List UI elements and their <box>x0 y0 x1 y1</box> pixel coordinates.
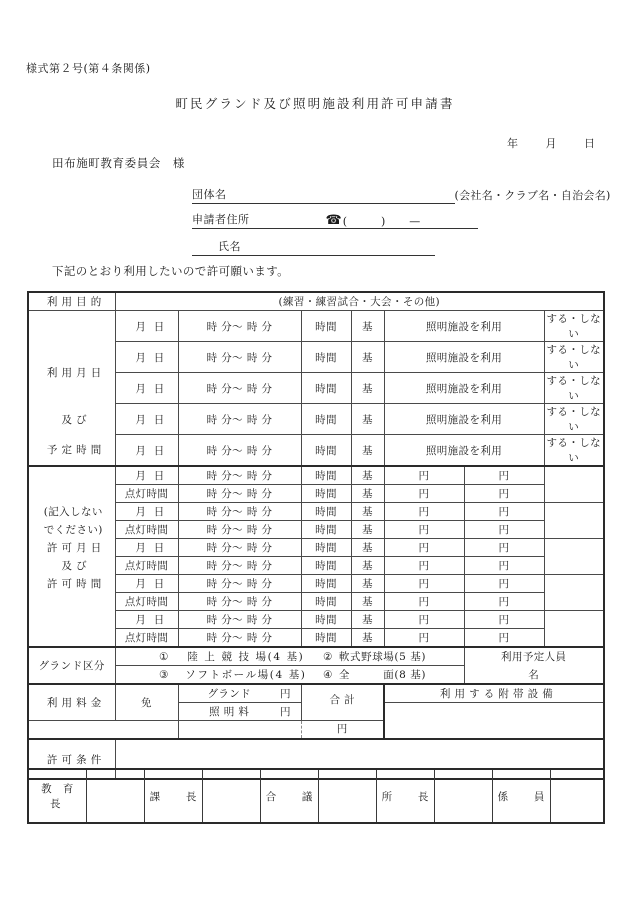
permit-extra-2[interactable] <box>544 503 604 539</box>
permit-note-blank-1 <box>28 466 115 485</box>
use-month-day-4[interactable]: 月 日 <box>115 404 178 435</box>
permit-label-blank-1 <box>28 593 115 611</box>
permit-time-2[interactable]: 時 分～ 時 分 <box>178 503 301 521</box>
use-unit-5[interactable]: 基 <box>351 435 384 467</box>
permit-duration-4[interactable]: 時間 <box>301 575 351 593</box>
purpose-label: 利 用 目 的 <box>28 292 115 311</box>
use-lighting-choice-2[interactable]: する・しない <box>544 342 604 373</box>
form-number: 様式第２号(第４条関係) <box>26 62 151 75</box>
fee-ground-row[interactable] <box>178 684 301 703</box>
ground-option-row-2[interactable] <box>115 666 464 685</box>
permit-time-3[interactable]: 時 分～ 時 分 <box>178 539 301 557</box>
permit-lamp-label-4[interactable]: 点灯時間 <box>115 593 178 611</box>
use-duration-3[interactable]: 時間 <box>301 373 351 404</box>
fee-spacer-left <box>28 721 178 740</box>
ground-option-2-num: ② <box>322 650 333 663</box>
table-row <box>28 593 604 611</box>
permit-duration-1[interactable]: 時間 <box>301 466 351 485</box>
applicant-name-label: 氏名 <box>218 238 241 256</box>
permit-lamp-duration-1[interactable]: 時間 <box>301 485 351 503</box>
permit-month-day-1[interactable]: 月 日 <box>115 466 178 485</box>
table-row <box>28 311 604 342</box>
fee-lighting-yen: 円 <box>280 706 291 718</box>
permit-note-line-2: でください) <box>28 521 115 539</box>
use-date-label-and: 及 び <box>28 404 115 435</box>
use-lighting-5[interactable]: 照明施設を利用 <box>384 435 544 467</box>
permit-lamp-fee-b-4[interactable]: 円 <box>464 593 544 611</box>
permit-lamp-unit-5[interactable]: 基 <box>351 629 384 648</box>
group-name-label: 団体名 <box>192 186 227 204</box>
ground-option-3-num: ③ <box>158 668 169 681</box>
permit-lamp-fee-a-4[interactable]: 円 <box>384 593 464 611</box>
permit-fee-b-5[interactable]: 円 <box>464 611 544 629</box>
approval-stamp-shocho[interactable] <box>434 769 492 823</box>
permit-note-line-1: (記入しない <box>28 503 115 521</box>
applicant-name-row <box>192 238 435 256</box>
permit-fee-b-1[interactable]: 円 <box>464 466 544 485</box>
fee-total-label: 合 計 <box>301 684 384 721</box>
permit-lamp-unit-4[interactable]: 基 <box>351 593 384 611</box>
date-month-label: 月 <box>545 137 558 150</box>
page-title: 町民グランド及び照明施設利用許可申請書 <box>175 96 455 111</box>
use-month-day-5[interactable]: 月 日 <box>115 435 178 467</box>
permit-lamp-time-2[interactable]: 時 分～ 時 分 <box>178 521 301 539</box>
table-row-purpose <box>28 292 604 311</box>
purpose-options[interactable]: (練習・練習試合・大会・その他) <box>115 292 604 311</box>
permit-lamp-unit-1[interactable]: 基 <box>351 485 384 503</box>
permit-unit-4[interactable]: 基 <box>351 575 384 593</box>
table-row <box>28 629 604 648</box>
group-name-row <box>192 186 611 204</box>
ground-option-1-bases: (4 基) <box>267 650 305 663</box>
approval-label-kakariin: 係 員 <box>492 769 550 823</box>
permit-duration-3[interactable]: 時間 <box>301 539 351 557</box>
fee-ground-label: グランド <box>207 688 252 700</box>
permit-lamp-fee-b-2[interactable]: 円 <box>464 521 544 539</box>
fee-lighting-row[interactable] <box>178 703 301 721</box>
applicant-address-input[interactable] <box>250 215 326 229</box>
permit-time-4[interactable]: 時 分～ 時 分 <box>178 575 301 593</box>
table-row <box>28 521 604 539</box>
use-unit-3[interactable]: 基 <box>351 373 384 404</box>
table-row <box>28 404 604 435</box>
permit-fee-a-3[interactable]: 円 <box>384 539 464 557</box>
use-month-day-1[interactable]: 月 日 <box>115 311 178 342</box>
permit-lamp-fee-a-3[interactable]: 円 <box>384 557 464 575</box>
permit-extra-5[interactable] <box>544 611 604 648</box>
permit-lamp-fee-a-1[interactable]: 円 <box>384 485 464 503</box>
permit-fee-a-1[interactable]: 円 <box>384 466 464 485</box>
ground-option-3-bases: (4 基) <box>269 668 307 681</box>
ground-option-1-num: ① <box>158 650 169 663</box>
table-row <box>28 435 604 467</box>
date-day-label: 日 <box>584 137 596 150</box>
approval-label-gougi: 合 議 <box>260 769 318 823</box>
ground-option-4-bases: (8 基) <box>394 668 427 681</box>
approval-stamp-kacho[interactable] <box>202 769 260 823</box>
permit-lamp-label-3[interactable]: 点灯時間 <box>115 557 178 575</box>
use-duration-2[interactable]: 時間 <box>301 342 351 373</box>
conditions-label: 許 可 条 件 <box>28 739 115 779</box>
table-row <box>28 557 604 575</box>
fee-total-yen[interactable]: 円 <box>301 721 384 740</box>
ground-option-row-1[interactable] <box>115 647 464 666</box>
ground-option-3-name: ソフトボール場 <box>185 668 270 681</box>
tel-area-input[interactable] <box>347 215 381 229</box>
tel-dash: — <box>409 215 421 228</box>
table-row <box>28 539 604 557</box>
use-lighting-3[interactable]: 照明施設を利用 <box>384 373 544 404</box>
permit-lamp-fee-b-1[interactable]: 円 <box>464 485 544 503</box>
use-lighting-choice-5[interactable]: する・しない <box>544 435 604 467</box>
fee-label: 利 用 料 金 <box>28 684 115 721</box>
table-row <box>28 485 604 503</box>
permit-lamp-fee-b-3[interactable]: 円 <box>464 557 544 575</box>
use-time-5[interactable]: 時 分～ 時 分 <box>178 435 301 467</box>
tel-gap-1 <box>385 215 409 229</box>
ground-option-2-name: 軟式野球場 <box>338 650 395 663</box>
applicant-address-label: 申請者住所 <box>192 211 250 229</box>
permit-label-line-2: 及 び <box>28 557 115 575</box>
table-row-ground-2 <box>28 666 604 685</box>
table-row <box>28 503 604 521</box>
permit-lamp-time-3[interactable]: 時 分～ 時 分 <box>178 557 301 575</box>
people-count-input[interactable]: 名 <box>464 666 604 685</box>
table-row-ground <box>28 647 604 666</box>
approval-label-kyoikucho: 教 育 長 <box>28 769 86 823</box>
permit-month-day-4[interactable]: 月 日 <box>115 575 178 593</box>
permit-lamp-time-5[interactable]: 時 分～ 時 分 <box>178 629 301 648</box>
table-row <box>28 342 604 373</box>
ground-option-4-name: 全 面 <box>338 668 395 681</box>
use-time-4[interactable]: 時 分～ 時 分 <box>178 404 301 435</box>
group-name-note: (会社名・クラブ名・自治会名) <box>454 189 611 202</box>
use-lighting-choice-3[interactable]: する・しない <box>544 373 604 404</box>
date-year-label: 年 <box>507 137 519 150</box>
permit-lamp-fee-b-5[interactable]: 円 <box>464 629 544 648</box>
permit-lamp-unit-3[interactable]: 基 <box>351 557 384 575</box>
tel-close-paren: ) <box>381 215 386 228</box>
people-count-label: 利用予定人員 <box>464 647 604 666</box>
use-date-label: 利 用 月 日 <box>28 342 115 404</box>
permit-fee-a-5[interactable]: 円 <box>384 611 464 629</box>
ground-option-1-name: 陸 上 競 技 場 <box>187 650 268 663</box>
use-duration-4[interactable]: 時間 <box>301 404 351 435</box>
approval-stamp-gougi[interactable] <box>318 769 376 823</box>
use-time-1[interactable]: 時 分～ 時 分 <box>178 311 301 342</box>
ground-option-4-num: ④ <box>322 668 333 681</box>
permit-time-1[interactable]: 時 分～ 時 分 <box>178 466 301 485</box>
permit-duration-2[interactable]: 時間 <box>301 503 351 521</box>
fee-lighting-label: 照 明 料 <box>209 706 250 718</box>
use-duration-5[interactable]: 時間 <box>301 435 351 467</box>
permit-lamp-fee-a-5[interactable]: 円 <box>384 629 464 648</box>
request-statement: 下記のとおり利用したいので許可願います。 <box>52 264 290 278</box>
permit-label-line-3: 許 可 時 間 <box>28 575 115 593</box>
permit-month-day-3[interactable]: 月 日 <box>115 539 178 557</box>
permit-unit-2[interactable]: 基 <box>351 503 384 521</box>
use-unit-2[interactable]: 基 <box>351 342 384 373</box>
approval-stamp-kakariin[interactable] <box>550 769 604 823</box>
use-time-3[interactable]: 時 分～ 時 分 <box>178 373 301 404</box>
approval-stamp-kyoikucho[interactable] <box>86 769 144 823</box>
approval-label-shocho: 所 長 <box>376 769 434 823</box>
tel-open-paren: ( <box>342 215 347 228</box>
use-date-label-blank <box>28 311 115 342</box>
use-lighting-2[interactable]: 照明施設を利用 <box>384 342 544 373</box>
table-row <box>28 373 604 404</box>
permit-extra-1[interactable] <box>544 466 604 503</box>
permit-unit-3[interactable]: 基 <box>351 539 384 557</box>
application-table <box>27 291 605 780</box>
use-month-day-2[interactable]: 月 日 <box>115 342 178 373</box>
permit-lamp-duration-5[interactable]: 時間 <box>301 629 351 648</box>
permit-lamp-label-5[interactable]: 点灯時間 <box>115 629 178 648</box>
permit-duration-5[interactable]: 時間 <box>301 611 351 629</box>
date-line <box>507 135 596 151</box>
permit-lamp-unit-2[interactable]: 基 <box>351 521 384 539</box>
permit-lamp-duration-4[interactable]: 時間 <box>301 593 351 611</box>
permit-lamp-time-1[interactable]: 時 分～ 時 分 <box>178 485 301 503</box>
permit-unit-1[interactable]: 基 <box>351 466 384 485</box>
permit-note-blank-2 <box>28 485 115 503</box>
permit-fee-a-4[interactable]: 円 <box>384 575 464 593</box>
use-unit-4[interactable]: 基 <box>351 404 384 435</box>
permit-month-day-5[interactable]: 月 日 <box>115 611 178 629</box>
use-lighting-4[interactable]: 照明施設を利用 <box>384 404 544 435</box>
permit-extra-4[interactable] <box>544 575 604 611</box>
group-name-input[interactable] <box>227 190 455 204</box>
permit-fee-a-2[interactable]: 円 <box>384 503 464 521</box>
permit-label-blank-3 <box>28 629 115 648</box>
permit-extra-3[interactable] <box>544 539 604 575</box>
addressee <box>52 155 185 171</box>
permit-time-5[interactable]: 時 分～ 時 分 <box>178 611 301 629</box>
use-lighting-choice-1[interactable]: する・しない <box>544 311 604 342</box>
permit-month-day-2[interactable]: 月 日 <box>115 503 178 521</box>
fee-ground-yen: 円 <box>280 688 291 700</box>
use-time-2[interactable]: 時 分～ 時 分 <box>178 342 301 373</box>
telephone-icon: ☎ <box>325 213 342 228</box>
applicant-name-input[interactable] <box>241 242 435 256</box>
use-lighting-1[interactable]: 照明施設を利用 <box>384 311 544 342</box>
fee-spacer-mid <box>178 721 301 740</box>
permit-label-line-1: 許 可 月 日 <box>28 539 115 557</box>
permit-lamp-duration-2[interactable]: 時間 <box>301 521 351 539</box>
use-date-label-time: 予 定 時 間 <box>28 435 115 467</box>
use-duration-1[interactable]: 時間 <box>301 311 351 342</box>
table-row <box>28 575 604 593</box>
name-lead-rule <box>192 242 218 256</box>
tel-number-input[interactable] <box>420 215 478 229</box>
permit-lamp-label-2[interactable]: 点灯時間 <box>115 521 178 539</box>
ground-division-label: グランド区分 <box>28 647 115 684</box>
use-lighting-choice-4[interactable]: する・しない <box>544 404 604 435</box>
permit-fee-b-2[interactable]: 円 <box>464 503 544 521</box>
table-row <box>28 466 604 485</box>
approval-row <box>28 769 604 823</box>
approval-label-kacho: 課 長 <box>144 769 202 823</box>
ground-option-2-bases: (5 基) <box>394 650 427 663</box>
approval-table <box>27 768 605 824</box>
table-row <box>28 611 604 629</box>
permit-label-blank-2 <box>28 611 115 629</box>
applicant-address-row <box>192 211 478 229</box>
use-unit-1[interactable]: 基 <box>351 311 384 342</box>
use-month-day-3[interactable]: 月 日 <box>115 373 178 404</box>
permit-lamp-duration-3[interactable]: 時間 <box>301 557 351 575</box>
addressee-name: 田布施町教育委員会 <box>52 156 161 170</box>
permit-fee-b-4[interactable]: 円 <box>464 575 544 593</box>
permit-lamp-time-4[interactable]: 時 分～ 時 分 <box>178 593 301 611</box>
equipment-label: 利 用 す る 附 帯 設 備 <box>384 684 604 703</box>
table-row-fee <box>28 684 604 703</box>
addressee-honorific: 様 <box>172 156 186 170</box>
permit-lamp-fee-a-2[interactable]: 円 <box>384 521 464 539</box>
equipment-input[interactable] <box>384 703 604 740</box>
fee-exempt[interactable]: 免 <box>115 684 178 721</box>
permit-lamp-label-1[interactable]: 点灯時間 <box>115 485 178 503</box>
permit-fee-b-3[interactable]: 円 <box>464 539 544 557</box>
permit-unit-5[interactable]: 基 <box>351 611 384 629</box>
